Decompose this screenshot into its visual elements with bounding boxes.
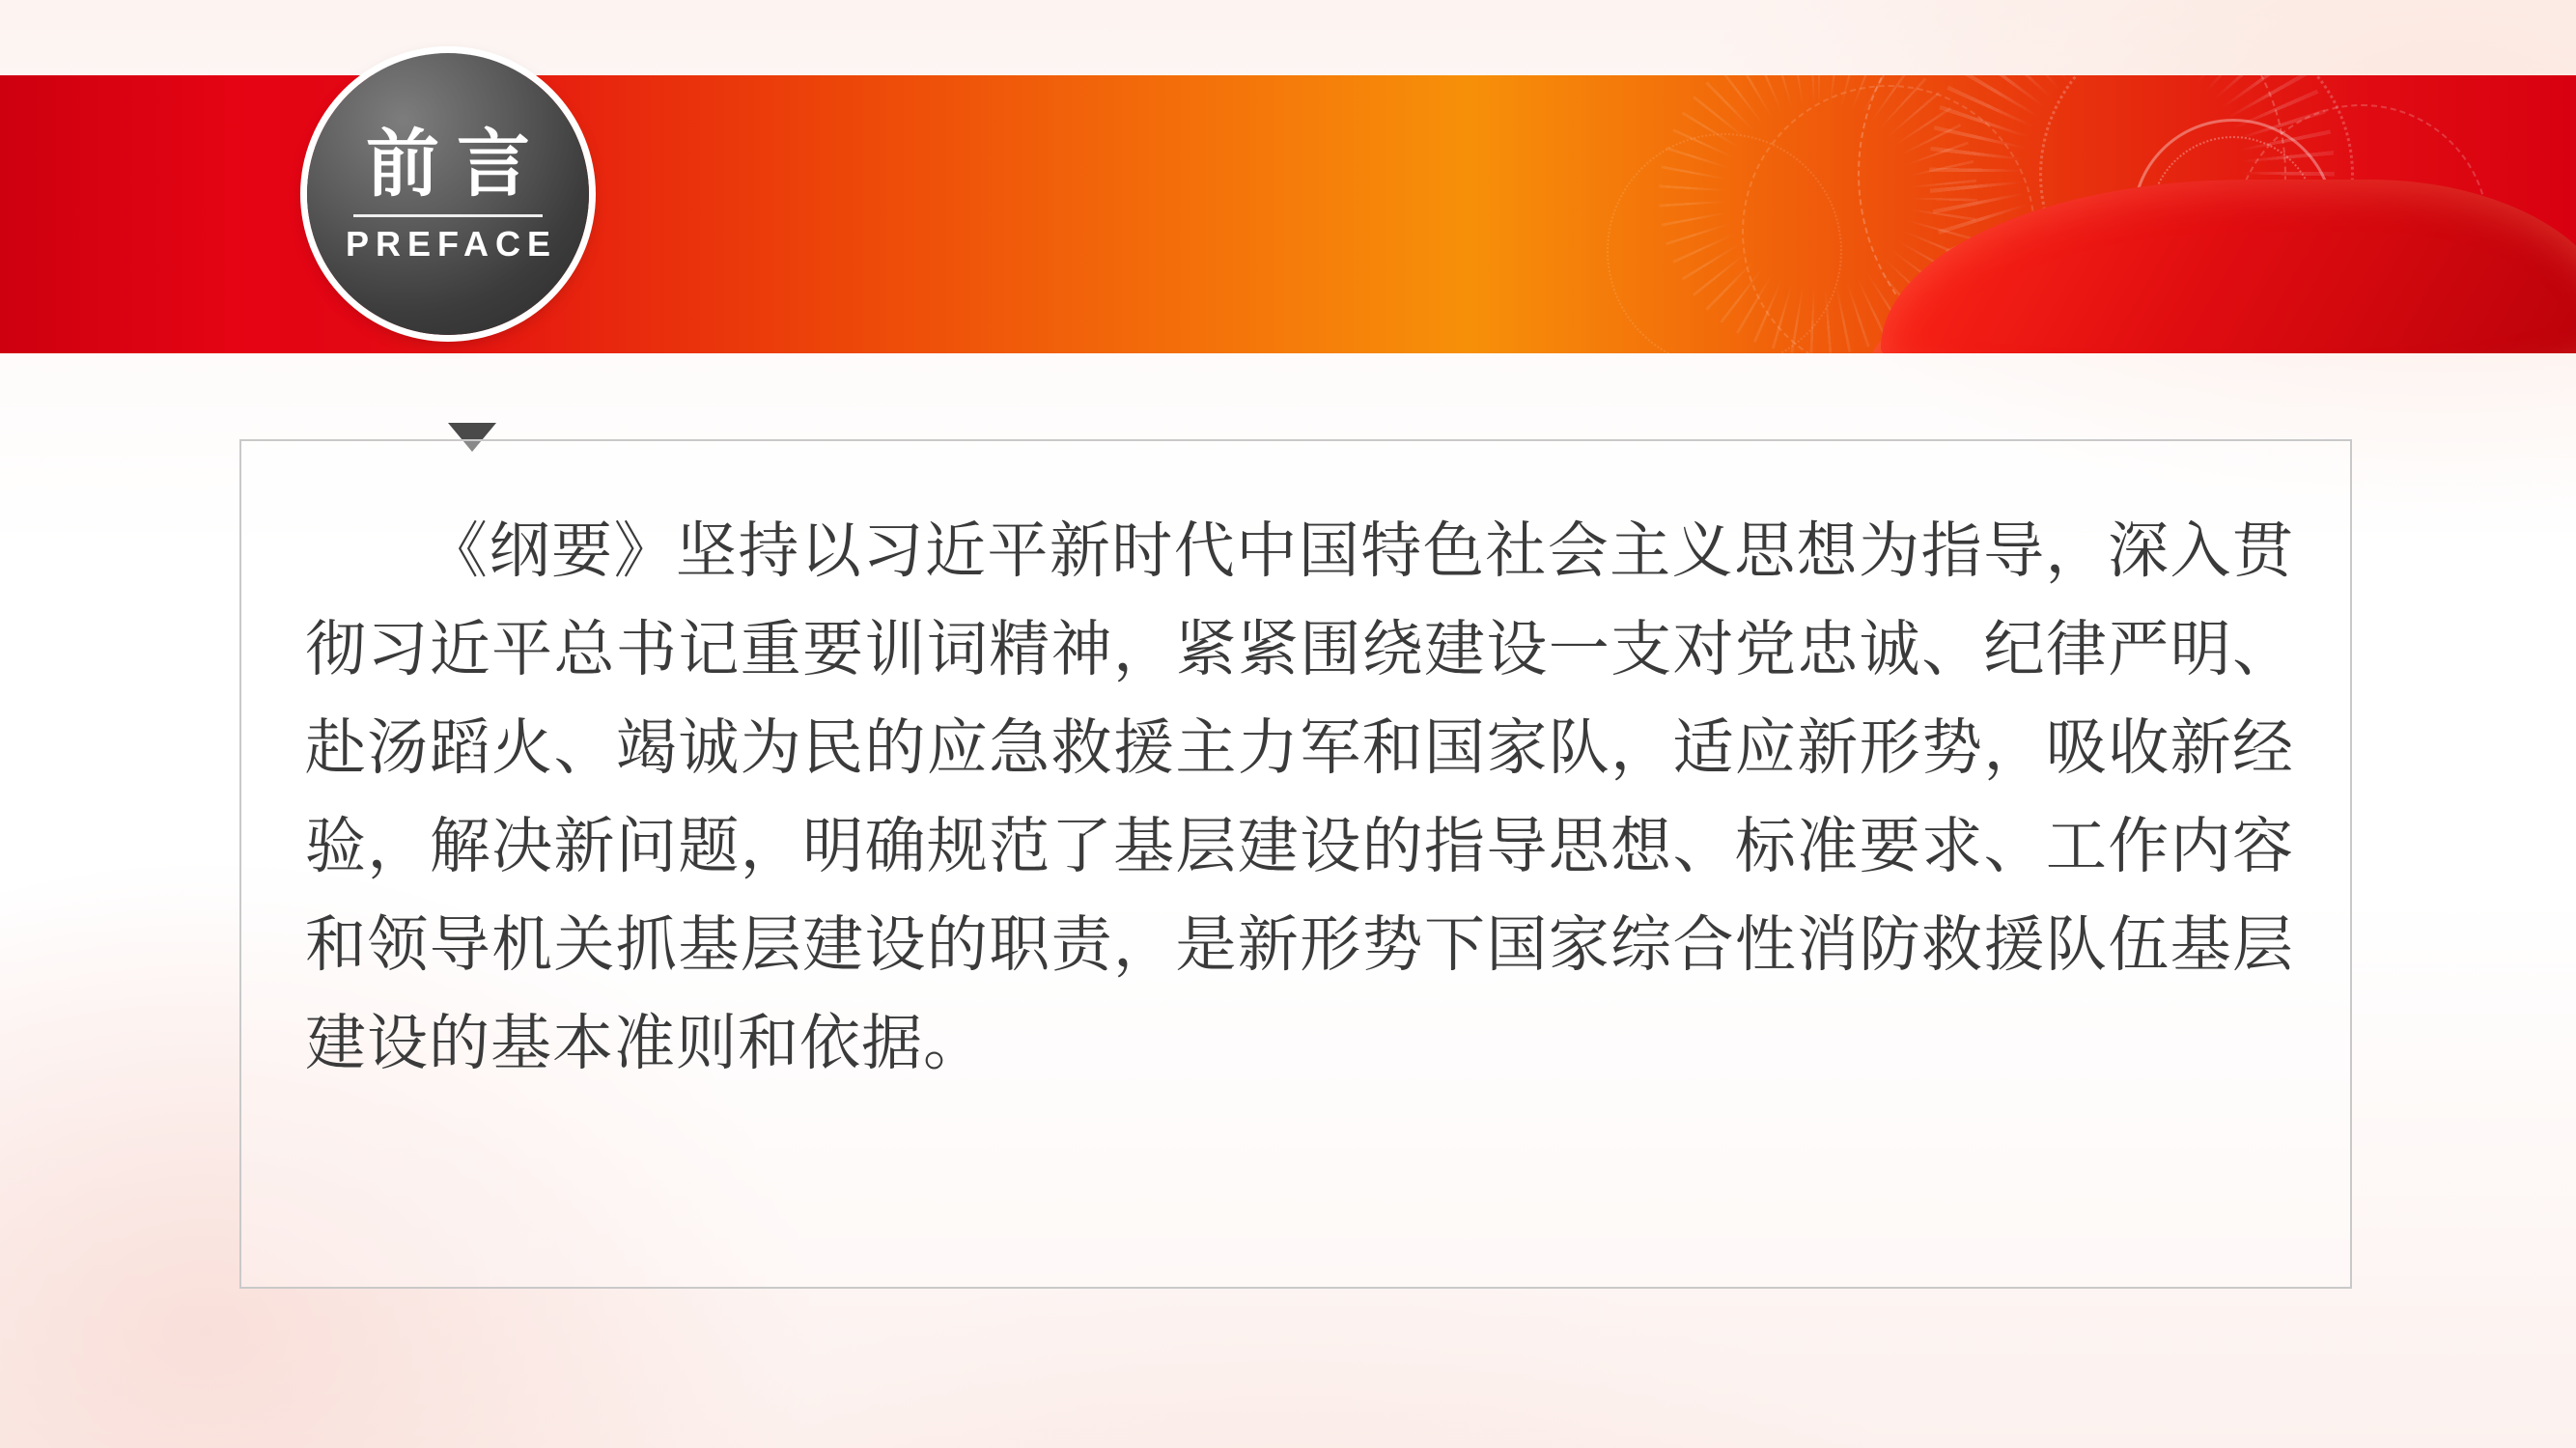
preface-paragraph: 《纲要》坚持以习近平新时代中国特色社会主义思想为指导，深入贯彻习近平总书记重要训词精神，紧紧围绕建设一支对党忠诚、纪律严明、赴汤蹈火、竭诚为民的应急救援主力军和国家队，适应新形势，吸收新经验，解决新问题，明确规范了基层建设的指导思想、标准要求、工作内容和领导机关抓基层建设的职责，是新形势下国家综合性消防救援队伍基层建设的基本准则和依据。 [305,515,2294,1079]
preface-divider [353,214,543,217]
preface-title-en: PREFACE [345,223,558,264]
preface-title-cn: 前言 [366,120,547,207]
banner-left-shade [0,75,232,353]
preface-badge [307,53,589,335]
